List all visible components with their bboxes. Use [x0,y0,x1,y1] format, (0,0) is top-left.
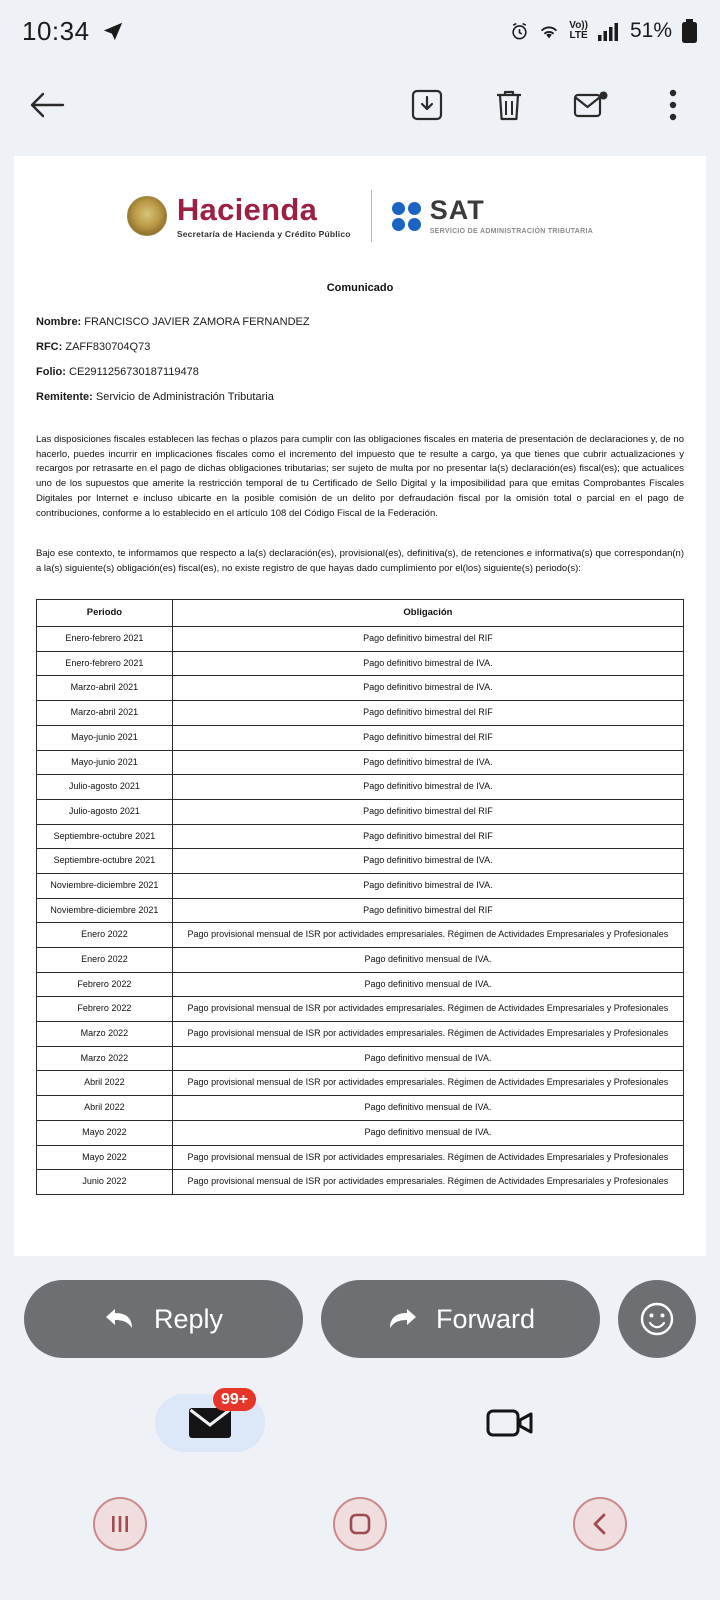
email-body-card[interactable] [14,156,706,1256]
cell-obligacion: Pago definitivo bimestral de IVA. [172,676,683,701]
cell-obligacion: Pago definitivo bimestral de IVA. [172,873,683,898]
cell-obligacion: Pago definitivo mensual de IVA. [172,972,683,997]
table-row [37,873,684,898]
field-folio [36,366,684,378]
wifi-icon [538,22,560,41]
hacienda-logo [127,191,351,239]
cell-obligacion: Pago provisional mensual de ISR por actividades empresariales. Régimen de Actividades Empresariales y Profesionales [172,997,683,1022]
cell-obligacion: Pago definitivo bimestral del RIF [172,627,683,652]
table-row [37,725,684,750]
cell-periodo: Marzo-abril 2021 [37,676,173,701]
table-row [37,651,684,676]
archive-download-icon[interactable] [406,84,448,126]
logo-divider [371,190,372,242]
field-rfc [36,341,684,353]
cell-periodo: Febrero 2022 [37,997,173,1022]
cell-periodo: Mayo-junio 2021 [37,750,173,775]
cell-periodo: Noviembre-diciembre 2021 [37,873,173,898]
table-row [37,1071,684,1096]
table-row [37,948,684,973]
email-document [14,156,706,1195]
document-logos [36,182,684,256]
field-nombre-label: Nombre: [36,316,82,328]
mark-unread-envelope-icon[interactable] [570,84,612,126]
cell-periodo: Febrero 2022 [37,972,173,997]
field-nombre-value: FRANCISCO JAVIER ZAMORA FERNANDEZ [84,316,310,328]
cell-obligacion: Pago definitivo mensual de IVA. [172,948,683,973]
mail-toolbar [0,62,720,148]
home-icon[interactable] [333,1497,387,1551]
cell-periodo: Enero 2022 [37,948,173,973]
cell-obligacion: Pago provisional mensual de ISR por actividades empresariales. Régimen de Actividades Empresariales y Profesionales [172,1071,683,1096]
document-fields [36,316,684,403]
sat-dots-icon [392,202,421,231]
cell-obligacion: Pago definitivo mensual de IVA. [172,1120,683,1145]
cell-periodo: Noviembre-diciembre 2021 [37,898,173,923]
cell-obligacion: Pago definitivo bimestral de IVA. [172,849,683,874]
battery-percent-label: 51% [629,19,672,42]
android-navigation-bar [0,1478,720,1570]
cell-periodo: Marzo-abril 2021 [37,701,173,726]
signal-bars-icon [597,22,619,41]
table-row [37,1096,684,1121]
mail-app-shortcut[interactable] [155,1391,265,1452]
emoji-reaction-button[interactable] [618,1280,696,1358]
app-shortcut-row [0,1376,720,1478]
field-remitente [36,391,684,403]
cell-obligacion: Pago provisional mensual de ISR por actividades empresariales. Régimen de Actividades Empresariales y Profesionales [172,1022,683,1047]
cell-periodo: Septiembre-octubre 2021 [37,824,173,849]
smiley-icon [639,1301,675,1337]
table-header-row [37,599,684,626]
cell-obligacion: Pago definitivo bimestral de IVA. [172,750,683,775]
cell-obligacion: Pago definitivo bimestral del RIF [172,799,683,824]
envelope-icon [188,1406,232,1440]
table-row [37,898,684,923]
table-row [37,627,684,652]
recents-icon[interactable] [93,1497,147,1551]
cell-periodo: Enero 2022 [37,923,173,948]
trash-icon[interactable] [488,84,530,126]
cell-obligacion: Pago definitivo bimestral de IVA. [172,651,683,676]
sat-subtitle: SERVICIO DE ADMINISTRACIÓN TRIBUTARIA [429,228,594,235]
status-bar-left [22,16,124,47]
volte-icon: Vo)) LTE [569,19,588,41]
hacienda-logo-text [176,191,351,239]
field-rfc-label: RFC: [36,341,63,353]
sat-title: SAT [429,195,485,225]
sat-logo [392,197,593,235]
cell-obligacion: Pago provisional mensual de ISR por actividades empresariales. Régimen de Actividades Empresariales y Profesionales [172,923,683,948]
obligations-table-head [37,599,684,626]
cell-periodo: Julio-agosto 2021 [37,775,173,800]
cell-obligacion: Pago definitivo bimestral del RIF [172,898,683,923]
video-camera-icon [486,1406,534,1440]
cell-periodo: Marzo 2022 [37,1022,173,1047]
table-row [37,997,684,1022]
forward-label: Forward [435,1303,536,1334]
table-row [37,799,684,824]
battery-icon [681,19,698,43]
more-vertical-icon[interactable] [652,84,694,126]
back-arrow-icon[interactable] [26,84,68,126]
obligations-table-body [37,627,684,1195]
alarm-icon [510,22,529,41]
cell-obligacion: Pago definitivo bimestral de IVA. [172,775,683,800]
cell-periodo: Julio-agosto 2021 [37,799,173,824]
table-row [37,676,684,701]
reply-label: Reply [153,1303,224,1334]
cell-obligacion: Pago provisional mensual de ISR por actividades empresariales. Régimen de Actividades Empresariales y Profesionales [172,1145,683,1170]
table-row [37,1170,684,1195]
hacienda-title: Hacienda [176,191,318,227]
table-row [37,750,684,775]
table-row [37,1120,684,1145]
cell-periodo: Mayo 2022 [37,1120,173,1145]
telegram-send-icon [102,20,124,42]
field-folio-label: Folio: [36,366,66,378]
field-remitente-label: Remitente: [36,391,93,403]
cell-periodo: Enero-febrero 2021 [37,651,173,676]
video-app-shortcut[interactable] [455,1394,565,1452]
status-clock: 10:34 [22,15,90,46]
table-row [37,775,684,800]
table-row [37,701,684,726]
cell-periodo: Marzo 2022 [37,1046,173,1071]
cell-periodo: Septiembre-octubre 2021 [37,849,173,874]
table-row [37,1022,684,1047]
mexico-eagle-seal-icon [127,196,167,236]
cell-obligacion: Pago definitivo mensual de IVA. [172,1046,683,1071]
cell-periodo: Enero-febrero 2021 [37,627,173,652]
table-header-obligacion: Obligación [172,599,683,626]
hacienda-subtitle: Secretaría de Hacienda y Crédito Público [176,228,351,239]
paragraph-contexto: Bajo ese contexto, te informamos que respecto a la(s) declaración(es), provisional(es), definitiva(s), de retenciones e informativa(s) que correspondan(n) a la(s) siguiente(s) obligación(es) fiscal(es), no existe registro de que hayas dado cumplimiento por el(los) siguiente(s) periodo(s): [36,548,684,575]
document-title: Comunicado [326,282,394,294]
status-bar-right [510,19,698,43]
cell-obligacion: Pago definitivo mensual de IVA. [172,1096,683,1121]
forward-button[interactable] [321,1280,600,1358]
cell-obligacion: Pago provisional mensual de ISR por actividades empresariales. Régimen de Actividades Empresariales y Profesionales [172,1170,683,1195]
mail-unread-badge: 99+ [213,1388,256,1411]
cell-obligacion: Pago definitivo bimestral del RIF [172,725,683,750]
reply-arrow-icon [104,1306,136,1332]
forward-arrow-icon [386,1306,418,1332]
table-row [37,849,684,874]
table-row [37,1145,684,1170]
cell-periodo: Junio 2022 [37,1170,173,1195]
mail-toolbar-actions [406,84,694,126]
field-nombre [36,316,684,328]
cell-periodo: Abril 2022 [37,1096,173,1121]
reply-button[interactable] [24,1280,303,1358]
paragraph-disposiciones: Las disposiciones fiscales establecen las fechas o plazos para cumplir con las obligaciones fiscales en materia de presentación de declaraciones y, de no hacerlo, puedes incurrir en implicaciones fiscales como el incremento del impuesto que te resulte a cargo, ya que tienes que cubrir actualizaciones y recargos por retrasarte en el pago de dichas obligaciones tributarias; ser sujeto de multa por no presentar la(s) declaración(es) fiscal(es); que actualices uno de los supuestos que amerite la restricción temporal de tu Certificado de Sello Digital y la imposibilidad para que emitas Comprobantes Fiscales Digitales por Internet e incluso ubicarte en la posible comisión de un delito por defraudación fiscal por la omisión total o parcial en el pago de contribuciones, conforme a lo establecido en el artículo 108 del Código Fiscal de la Federación. [36,434,684,519]
nav-back-icon[interactable] [573,1497,627,1551]
reply-action-bar [0,1256,720,1376]
field-folio-value: CE2911256730187119478 [69,366,199,378]
cell-periodo: Abril 2022 [37,1071,173,1096]
cell-obligacion: Pago definitivo bimestral del RIF [172,701,683,726]
table-row [37,972,684,997]
table-header-periodo: Periodo [37,599,173,626]
field-remitente-value: Servicio de Administración Tributaria [95,391,274,403]
table-row [37,1046,684,1071]
sat-logo-text [430,197,593,235]
cell-obligacion: Pago definitivo bimestral del RIF [172,824,683,849]
cell-periodo: Mayo-junio 2021 [37,725,173,750]
table-row [37,923,684,948]
field-rfc-value: ZAFF830704Q73 [65,341,151,353]
status-bar [0,0,720,62]
cell-periodo: Mayo 2022 [37,1145,173,1170]
table-row [37,824,684,849]
obligations-table [36,599,684,1195]
